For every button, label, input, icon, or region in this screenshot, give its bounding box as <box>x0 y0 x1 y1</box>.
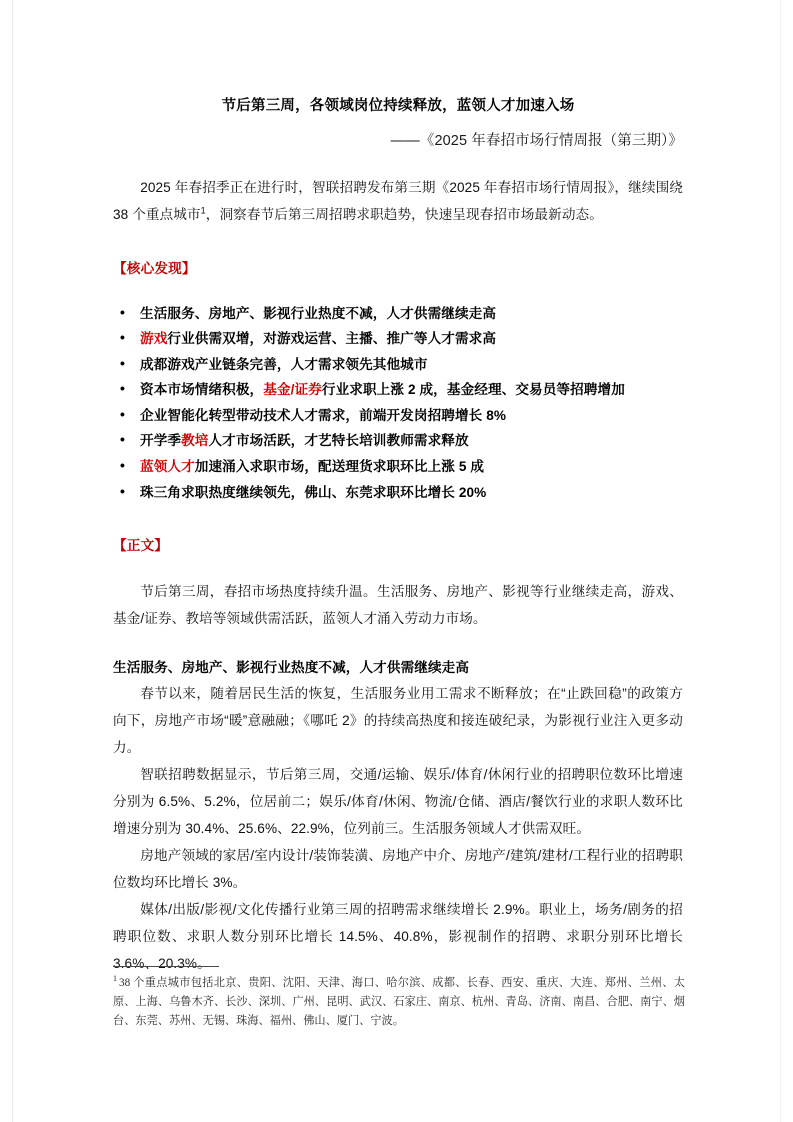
body-marker: 【正文】 <box>113 538 169 554</box>
footnote-text <box>113 974 685 1031</box>
finding-highlight: 蓝领人才 <box>140 459 195 475</box>
finding-highlight: 教培 <box>181 433 209 449</box>
section-heading-1: 生活服务、房地产、影视行业热度不减，人才供需继续走高 <box>113 660 470 676</box>
page-edge-rule-right <box>780 0 781 1122</box>
footnote-body: 38 个重点城市包括北京、贵阳、沈阳、天津、海口、哈尔滨、成都、长春、西安、重庆、大连、郑州、兰州、太原、上海、乌鲁木齐、长沙、深圳、广州、昆明、武汉、石家庄、南京、杭州、青岛、济南、南昌、合肥、南宁、烟台、东莞、苏州、无锡、珠海、福州、佛山、厦门、宁波。 <box>113 977 685 1027</box>
footnote-separator-rule <box>113 966 219 967</box>
finding-suffix: 行业供需双增，对游戏运营、主播、推广等人才需求高 <box>167 331 497 347</box>
list-item <box>113 326 683 352</box>
finding-prefix: 资本市场情绪积极， <box>140 382 264 398</box>
section-1-paragraph-2: 智联招聘数据显示，节后第三周，交通/运输、娱乐/体育/休闲行业的招聘职位数环比增速分别为 6.5%、5.2%，位居前二；娱乐/体育/休闲、物流/仓储、酒店/餐饮行业的求职人数环比增速分别为 30.4%、25.6%、22.9%，位列前三。生活服务领域人才供需双旺。 <box>113 767 683 837</box>
footnote-reference-marker: 1 <box>200 204 206 215</box>
finding-highlight: 基金/证券 <box>263 382 322 398</box>
finding-suffix: 成都游戏产业链条完善，人才需求领先其他城市 <box>140 356 428 372</box>
body-intro-paragraph: 节后第三周，春招市场热度持续升温。生活服务、房地产、影视等行业继续走高，游戏、基金/证券、教培等领域供需活跃，蓝领人才涌入劳动力市场。 <box>113 584 683 627</box>
list-item <box>113 377 683 403</box>
finding-suffix: 珠三角求职热度继续领先，佛山、东莞求职环比增长 20% <box>140 484 487 500</box>
footnote-zone <box>113 966 685 1031</box>
section-1-paragraph-4: 媒体/出版/影视/文化传播行业第三周的招聘需求继续增长 2.9%。职业上，场务/剧务的招聘职位数、求职人数分别环比增长 14.5%、40.8%，影视制作的招聘、求职分别环比增长 3.6%、20.3%。 <box>113 902 683 972</box>
finding-highlight: 游戏 <box>140 331 168 347</box>
page-title: 节后第三周，各领域岗位持续释放，蓝领人才加速入场 <box>221 98 575 114</box>
finding-suffix: 企业智能化转型带动技术人才需求，前端开发岗招聘增长 8% <box>140 407 507 423</box>
list-item <box>113 428 683 454</box>
finding-prefix: 开学季 <box>140 433 182 449</box>
list-item <box>113 352 683 378</box>
core-findings-list <box>113 280 683 506</box>
document-content <box>113 0 683 977</box>
page-edge-rule-left <box>12 0 13 1122</box>
document-subtitle: ——《2025 年春招市场行情周报（第三期）》 <box>390 132 683 149</box>
list-item <box>113 301 683 327</box>
finding-suffix: 生活服务、房地产、影视行业热度不减，人才供需继续走高 <box>140 305 497 321</box>
lead-paragraph <box>113 153 683 228</box>
section-1-paragraph-1: 春节以来，随着居民生活的恢复，生活服务业用工需求不断释放；在“止跌回稳”的政策方向下，房地产市场“暖”意融融；《哪吒 2》的持续高热度和接连破纪录，为影视行业注入更多动力。 <box>113 686 683 756</box>
list-item <box>113 403 683 429</box>
core-findings-marker: 【核心发现】 <box>113 260 196 276</box>
lead-paragraph-text-part2: ，洞察春节后第三周招聘求职趋势，快速呈现春招市场最新动态。 <box>205 206 603 222</box>
footnote-number: 1 <box>113 974 117 984</box>
section-1-paragraph-3: 房地产领域的家居/室内设计/装饰装潢、房地产中介、房地产/建筑/建材/工程行业的招聘职位数均环比增长 3%。 <box>113 848 683 891</box>
finding-suffix: 行业求职上涨 2 成，基金经理、交易员等招聘增加 <box>321 382 625 398</box>
list-item <box>113 454 683 480</box>
list-item <box>113 480 683 506</box>
lead-paragraph-text-part1: 2025 年春招季正在进行时，智联招聘发布第三期《2025 年春招市场行情周报》，继续围绕 38 个重点城市 <box>113 179 683 222</box>
finding-suffix: 人才市场活跃，才艺特长培训教师需求释放 <box>208 433 469 449</box>
finding-suffix: 加速涌入求职市场，配送理货求职环比上涨 5 成 <box>194 459 485 475</box>
